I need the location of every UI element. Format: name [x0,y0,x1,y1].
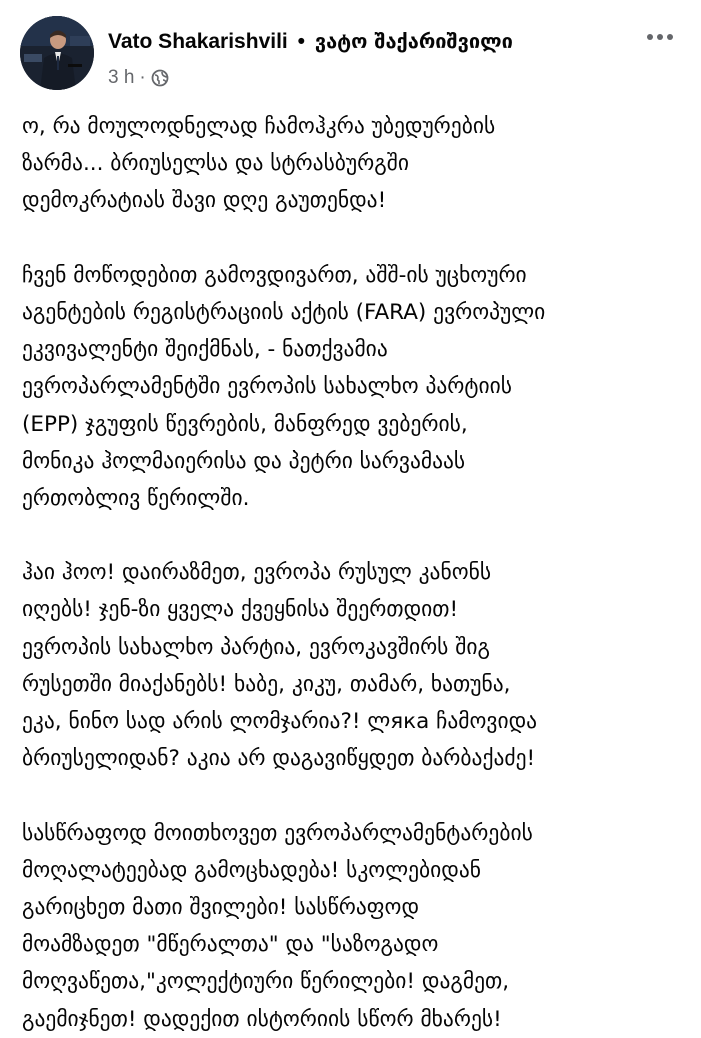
text-line: მოღალატეებად გამოცხადება! სკოლებიდან [22,857,482,883]
more-dot [657,34,663,40]
globe-icon[interactable] [151,69,169,87]
paragraph-gap [22,777,687,814]
avatar-photo [20,16,94,90]
more-dot [667,34,673,40]
text-line: ჰაი ჰოო! დაირაზმეთ, ევროპა რუსულ კანონს [22,560,492,586]
author-name-line[interactable] [108,28,513,55]
text-line: მოამზადეთ "მწერალთა" და "საზოგადო [22,932,439,958]
more-dot [647,34,653,40]
post-text [22,108,687,1038]
text-line: ო, რა მოულოდნელად ჩამოჰკრა უბედურების [22,114,496,139]
text-line: ევროპის სახალხო პარტია, ევროკავშირს შიგ [22,634,491,660]
text-line: ჩვენ მოწოდებით გამოვდივართ, აშშ-ის უცხოური [22,262,527,288]
text-line: მონიკა ჰოლმაიერისა და პეტრი სარვამაას [22,448,466,474]
meta-separator: · [139,67,146,88]
text-line: აგენტების რეგისტრაციის აქტის (FARA) ევროპული [22,299,546,325]
name-separator: • [297,30,305,53]
paragraph-gap [22,517,687,554]
author-name-alternate[interactable]: ვატო შაქარიშვილი [314,29,513,53]
more-options-icon[interactable] [641,22,679,52]
post-timestamp[interactable]: 3 h [108,67,135,88]
text-line: ეკა, ნინო სად არის ლომჯარია?! ლяка ჩამოვიდა [22,709,538,734]
text-line: ბრიუსელიდან? აკია არ დაგავიწყდეთ ბარბაქაძე! [22,746,536,772]
text-line: (EPP) ჯგუფის წევრების, მანფრედ ვებერის, [22,411,468,437]
text-line: ზარმა... ბრიუსელსა და სტრასბურგში [22,151,410,177]
text-line: ერთობლივ წერილში. [22,485,250,511]
text-line: რუსეთში მიაქანებს! ხაბე, კიკუ, თამარ, ხათუნა, [22,671,511,697]
text-line: გაემიჯნეთ! დადექით ისტორიის სწორ მხარეს! [22,1006,502,1032]
text-line: სასწრაფოდ მოითხოვეთ ევროპარლამენტარების [22,820,533,846]
paragraph-gap [22,220,687,257]
text-line: ეკვივალენტი შეიქმნას, - ნათქვამია [22,337,388,363]
post-meta [108,66,169,90]
text-line: მოღვაწეთა,"კოლექტიური წერილები! დაგმეთ, [22,969,510,995]
post-header [20,12,681,96]
text-line: დემოკრატიას შავი დღე გაუთენდა! [22,188,387,214]
text-line: ევროპარლამენტში ევროპის სახალხო პარტიის [22,374,512,400]
author-name[interactable]: Vato Shakarishvili [108,30,288,53]
text-line: გარიცხეთ მათი შვილები! სასწრაფოდ [22,894,420,920]
author-avatar[interactable] [20,16,94,90]
text-line: იღებს! ჯენ-ზი ყველა ქვეყნისა შეერთდით! [22,597,459,623]
